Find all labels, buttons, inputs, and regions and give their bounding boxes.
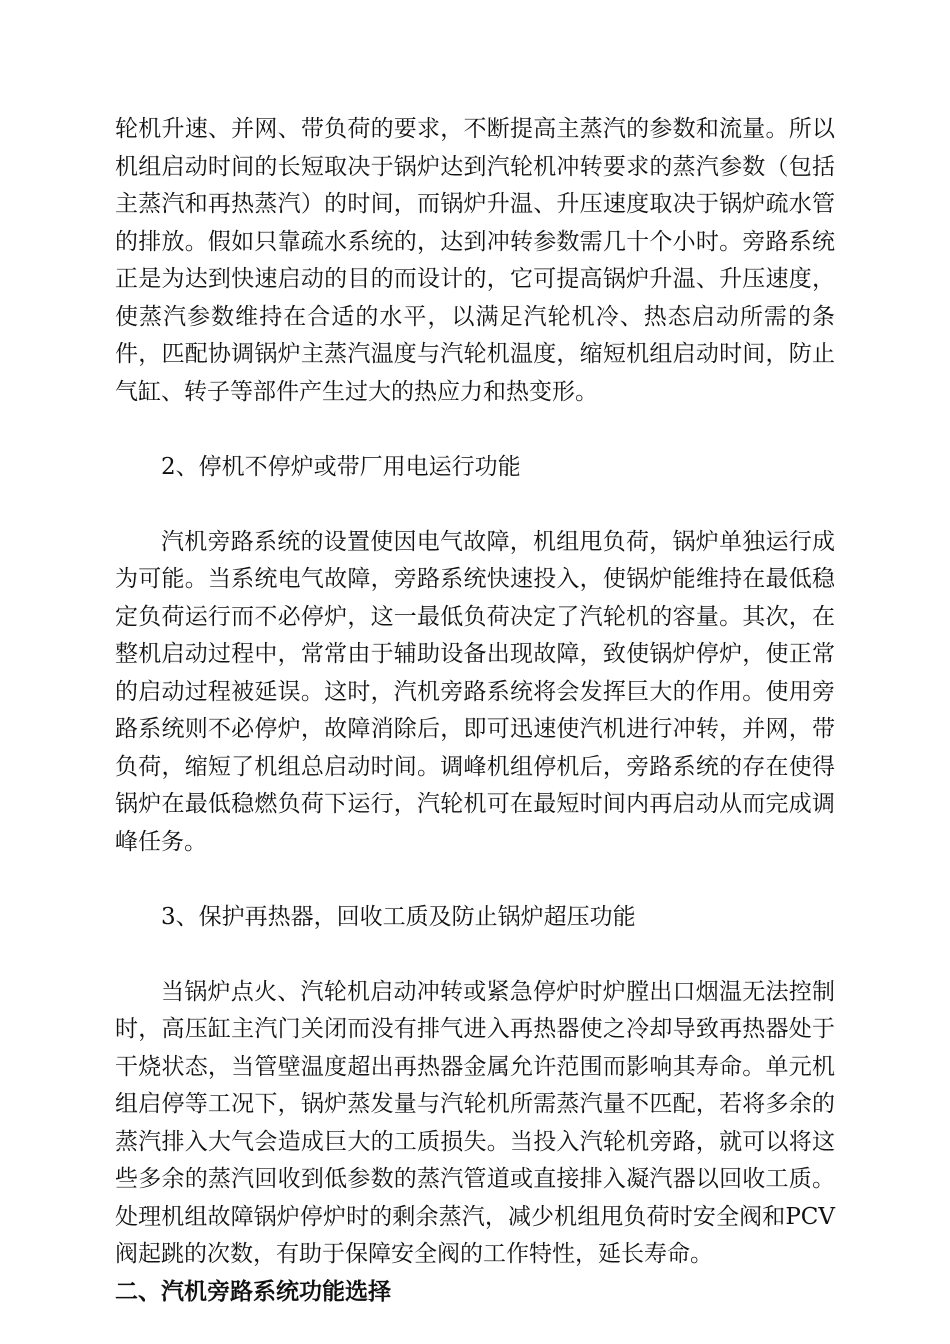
subsection-title-2: 2、停机不停炉或带厂用电运行功能 (161, 453, 521, 480)
document-body (115, 111, 835, 1311)
paragraph-startup-function: 轮机升速、并网、带负荷的要求，不断提高主蒸汽的参数和流量。所以机组启动时间的长短取决于锅炉达到汽轮机冲转要求的蒸汽参数（包括主蒸汽和再热蒸汽）的时间，而锅炉升温、升压速度取决于锅炉疏水管的排放。假如只靠疏水系统的，达到冲转参数需几十个小时。旁路系统正是为达到快速启动的目的而设计的，它可提高锅炉升温、升压速度，使蒸汽参数维持在合适的水平，以满足汽轮机冷、热态启动所需的条件，匹配协调锅炉主蒸汽温度与汽轮机温度，缩短机组启动时间，防止气缸、转子等部件产生过大的热应力和热变形。 (115, 116, 835, 405)
section-heading: 二、汽机旁路系统功能选择 (115, 1278, 391, 1305)
paragraph-shutdown-function: 汽机旁路系统的设置使因电气故障，机组甩负荷，锅炉单独运行成为可能。当系统电气故障，旁路系统快速投入，使锅炉能维持在最低稳定负荷运行而不必停炉，这一最低负荷决定了汽轮机的容量。其次，在整机启动过程中，常常由于辅助设备出现故障，致使锅炉停炉，使正常的启动过程被延误。这时，汽机旁路系统将会发挥巨大的作用。使用旁路系统则不必停炉，故障消除后，即可迅速使汽机进行冲转，并网，带负荷，缩短了机组总启动时间。调峰机组停机后，旁路系统的存在使得锅炉在最低稳燃负荷下运行，汽轮机可在最短时间内再启动从而完成调峰任务。 (115, 528, 835, 855)
paragraph-reheater-protection: 当锅炉点火、汽轮机启动冲转或紧急停炉时炉膛出口烟温无法控制时，高压缸主汽门关闭而没有排气进入再热器使之冷却导致再热器处于干烧状态，当管壁温度超出再热器金属允许范围而影响其寿命。单元机组启停等工况下，锅炉蒸发量与汽轮机所需蒸汽量不匹配，若将多余的蒸汽排入大气会造成巨大的工质损失。当投入汽轮机旁路，就可以将这些多余的蒸汽回收到低参数的蒸汽管道或直接排入凝汽器以回收工质。处理机组故障锅炉停炉时的剩余蒸汽，减少机组甩负荷时安全阀和PCV阀起跳的次数，有助于保障安全阀的工作特性，延长寿命。 (115, 978, 835, 1267)
subsection-title-3: 3、保护再热器，回收工质及防止锅炉超压功能 (161, 903, 636, 930)
